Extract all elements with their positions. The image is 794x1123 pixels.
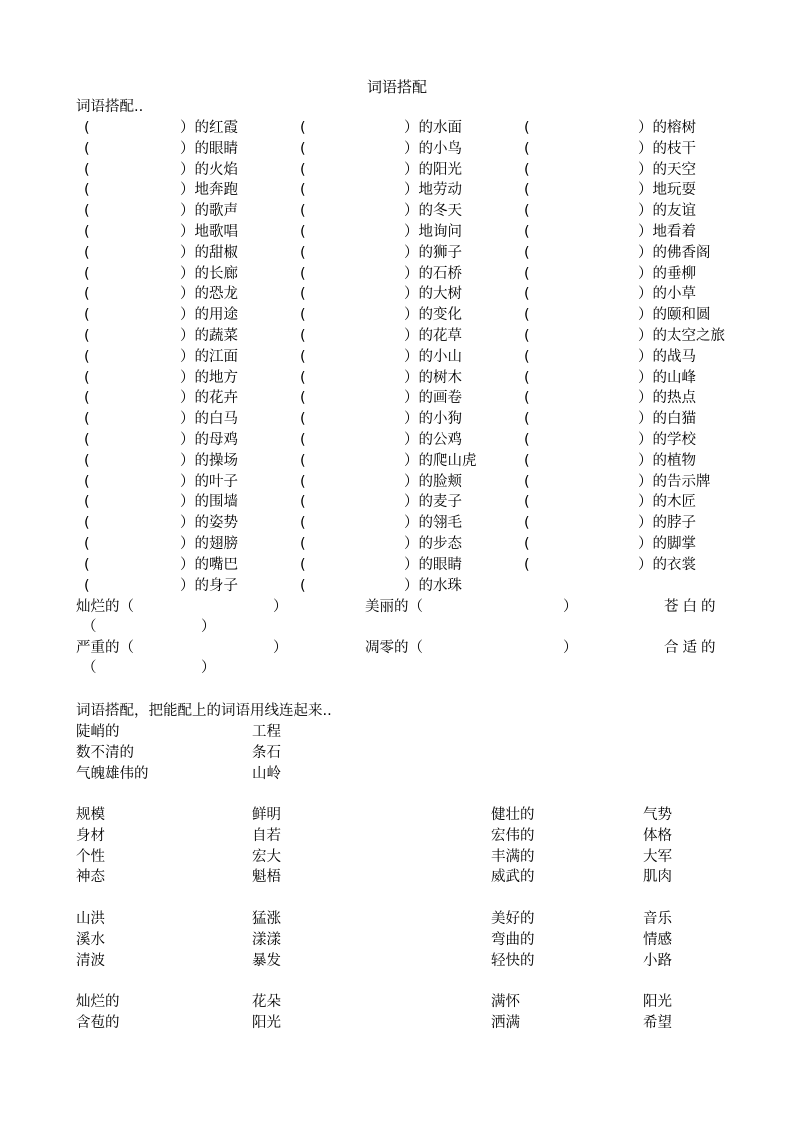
match-word: 弯曲的	[491, 931, 535, 948]
match-word: 鲜明	[252, 807, 281, 823]
grid-phrase: ）的甜椒	[180, 244, 238, 261]
match-word: 威武的	[491, 869, 535, 886]
open-paren: (	[84, 327, 90, 344]
grid-phrase: ）的山峰	[638, 369, 696, 386]
match-word: 大军	[643, 848, 672, 865]
open-paren: (	[300, 535, 306, 552]
open-paren: (	[84, 390, 90, 407]
grid-phrase: ）的身子	[180, 577, 238, 594]
adjective-prompt: 美丽的（	[365, 599, 423, 615]
match-word: 丰满的	[491, 848, 535, 865]
grid-row	[0, 160, 794, 181]
grid-phrase: ）的公鸡	[404, 431, 462, 448]
open-paren: (	[524, 515, 530, 532]
grid-row	[0, 492, 794, 513]
section1-heading: 词语搭配..	[76, 99, 144, 115]
grid-phrase: ）的脖子	[638, 515, 696, 532]
grid-row	[0, 305, 794, 326]
match-word: 体格	[643, 827, 672, 844]
grid-phrase: ）的枝干	[638, 140, 696, 157]
grid-row	[0, 555, 794, 576]
match-word: 猛涨	[252, 911, 281, 927]
open-paren: (	[84, 182, 90, 199]
grid-row	[0, 222, 794, 243]
grid-phrase: ）的冬天	[404, 203, 462, 220]
grid-phrase: ）的翎毛	[404, 515, 462, 532]
grid-phrase: ）的操场	[180, 452, 238, 469]
close-paren: ）	[201, 660, 216, 676]
match-word: 洒满	[491, 1014, 520, 1031]
open-paren: (	[84, 223, 90, 240]
open-paren: (	[300, 515, 306, 532]
open-paren: (	[524, 535, 530, 552]
grid-row	[0, 326, 794, 347]
grid-phrase: ）的衣裳	[638, 556, 696, 573]
match-word: 自若	[252, 827, 281, 844]
match-word: 陡峭的	[76, 724, 120, 740]
open-paren: (	[84, 161, 90, 178]
grid-phrase: ）的颐和圆	[638, 307, 711, 324]
grid-row	[0, 576, 794, 597]
open-paren: (	[84, 411, 90, 428]
open-paren: (	[524, 307, 530, 324]
grid-phrase: ）的友谊	[638, 203, 696, 220]
grid-phrase: ）的地方	[180, 369, 238, 386]
match-word: 健壮的	[491, 807, 535, 823]
open-paren: (	[300, 577, 306, 594]
open-paren: (	[524, 473, 530, 490]
open-paren: (	[524, 223, 530, 240]
open-paren: (	[300, 431, 306, 448]
match-word: 花朵	[252, 994, 281, 1010]
grid-phrase: ）的小山	[404, 348, 462, 365]
open-paren: (	[84, 369, 90, 386]
grid-row	[0, 513, 794, 534]
match-word: 条石	[252, 744, 281, 761]
grid-phrase: ）的画卷	[404, 390, 462, 407]
open-paren: (	[84, 120, 90, 136]
grid-phrase: ）的麦子	[404, 494, 462, 511]
grid-phrase: ）的江面	[180, 348, 238, 365]
grid-phrase: ）的热点	[638, 390, 696, 407]
match-word: 数不清的	[76, 744, 134, 761]
match-word: 含苞的	[76, 1014, 120, 1031]
adjective-prompt: 严重的（	[76, 640, 134, 656]
open-paren: (	[300, 327, 306, 344]
open-paren: (	[84, 577, 90, 594]
open-paren: (	[524, 411, 530, 428]
open-paren: (	[300, 307, 306, 324]
grid-row	[0, 243, 794, 264]
match-word: 暴发	[252, 952, 281, 969]
grid-phrase: ）的脚掌	[638, 535, 696, 552]
grid-row	[0, 534, 794, 555]
grid-phrase: ）地看着	[638, 223, 696, 240]
open-paren: (	[300, 390, 306, 407]
grid-row	[0, 388, 794, 409]
match-word: 阳光	[643, 994, 672, 1010]
open-paren: (	[524, 390, 530, 407]
match-word: 满怀	[491, 994, 520, 1010]
close-paren: ）	[273, 599, 288, 615]
open-paren: (	[524, 452, 530, 469]
open-paren: (	[300, 265, 306, 282]
grid-phrase: ）的用途	[180, 307, 238, 324]
grid-row	[0, 180, 794, 201]
grid-phrase: ）的围墙	[180, 494, 238, 511]
match-word: 身材	[76, 827, 105, 844]
open-paren: (	[524, 265, 530, 282]
open-paren: (	[300, 244, 306, 261]
open-paren: (	[300, 203, 306, 220]
grid-row	[0, 451, 794, 472]
grid-phrase: ）的花草	[404, 327, 462, 344]
grid-phrase: ）的蔬菜	[180, 327, 238, 344]
grid-phrase: ）的母鸡	[180, 431, 238, 448]
match-word: 规模	[76, 807, 105, 823]
grid-row	[0, 472, 794, 493]
grid-phrase: ）的歌声	[180, 203, 238, 220]
open-paren: (	[524, 556, 530, 573]
grid-phrase: ）地询问	[404, 223, 462, 240]
open-paren: (	[524, 369, 530, 386]
grid-phrase: ）的天空	[638, 161, 696, 178]
open-paren: (	[524, 203, 530, 220]
grid-phrase: ）的太空之旅	[638, 327, 725, 344]
open-paren: (	[524, 182, 530, 199]
match-word: 清波	[76, 952, 105, 969]
adjective-prompt: 灿烂的（	[76, 599, 134, 615]
grid-phrase: ）的步态	[404, 535, 462, 552]
match-word: 美好的	[491, 911, 535, 927]
grid-row	[0, 118, 794, 139]
grid-phrase: ）的火焰	[180, 161, 238, 178]
match-word: 气魄雄伟的	[76, 765, 149, 782]
open-paren: (	[84, 265, 90, 282]
grid-phrase: ）的植物	[638, 452, 696, 469]
open-paren: (	[300, 411, 306, 428]
grid-phrase: ）地劳动	[404, 182, 462, 199]
open-paren: (	[84, 452, 90, 469]
grid-phrase: ）的恐龙	[180, 286, 238, 303]
grid-phrase: ）的小草	[638, 286, 696, 303]
open-paren: （	[82, 660, 97, 676]
grid-phrase: ）的学校	[638, 431, 696, 448]
open-paren: (	[300, 140, 306, 157]
match-word: 肌肉	[643, 869, 672, 886]
grid-phrase: ）地玩耍	[638, 182, 696, 199]
open-paren: (	[300, 223, 306, 240]
open-paren: (	[524, 161, 530, 178]
grid-phrase: ）的战马	[638, 348, 696, 365]
grid-row	[0, 284, 794, 305]
open-paren: (	[300, 494, 306, 511]
grid-phrase: ）的小狗	[404, 411, 462, 428]
grid-phrase: ）的石桥	[404, 265, 462, 282]
open-paren: (	[524, 348, 530, 365]
open-paren: (	[300, 120, 306, 136]
close-paren: ）	[563, 640, 578, 656]
adjective-prompt: 苍白的	[664, 599, 720, 615]
grid-row	[0, 264, 794, 285]
open-paren: (	[524, 327, 530, 344]
match-word: 音乐	[643, 911, 672, 927]
adjective-prompt: 凋零的（	[365, 640, 423, 656]
open-paren: (	[524, 431, 530, 448]
grid-phrase: ）的水面	[404, 120, 462, 136]
match-word: 轻快的	[491, 952, 535, 969]
match-word: 小路	[643, 952, 672, 969]
match-word: 希望	[643, 1014, 672, 1031]
open-paren: (	[300, 182, 306, 199]
close-paren: ）	[273, 640, 288, 656]
open-paren: (	[300, 452, 306, 469]
close-paren: ）	[563, 599, 578, 615]
open-paren: (	[84, 244, 90, 261]
open-paren: (	[300, 161, 306, 178]
grid-phrase: ）地奔跑	[180, 182, 238, 199]
open-paren: (	[84, 473, 90, 490]
match-word: 情感	[643, 931, 672, 948]
grid-phrase: ）的榕树	[638, 120, 696, 136]
adjective-prompt: 合适的	[664, 640, 720, 656]
match-word: 溪水	[76, 931, 105, 948]
open-paren: (	[84, 348, 90, 365]
match-word: 阳光	[252, 1014, 281, 1031]
open-paren: (	[84, 494, 90, 511]
open-paren: (	[524, 286, 530, 303]
grid-row	[0, 139, 794, 160]
grid-row	[0, 201, 794, 222]
grid-phrase: ）的嘴巴	[180, 556, 238, 573]
grid-phrase: ）的大树	[404, 286, 462, 303]
grid-row	[0, 347, 794, 368]
match-word: 山岭	[252, 765, 281, 782]
open-paren: (	[524, 140, 530, 157]
grid-phrase: ）地歌唱	[180, 223, 238, 240]
grid-phrase: ）的姿势	[180, 515, 238, 532]
fill-in-grid	[0, 118, 794, 596]
open-paren: (	[84, 203, 90, 220]
match-word: 漾漾	[252, 931, 281, 948]
match-word: 个性	[76, 848, 105, 865]
section2-heading: 词语搭配，把能配上的词语用线连起来..	[76, 703, 332, 719]
grid-phrase: ）的白猫	[638, 411, 696, 428]
grid-phrase: ）的水珠	[404, 577, 462, 594]
open-paren: (	[84, 515, 90, 532]
grid-row	[0, 409, 794, 430]
grid-phrase: ）的长廊	[180, 265, 238, 282]
open-paren: (	[524, 244, 530, 261]
match-word: 宏伟的	[491, 827, 535, 844]
grid-phrase: ）的变化	[404, 307, 462, 324]
open-paren: (	[84, 307, 90, 324]
grid-phrase: ）的翅膀	[180, 535, 238, 552]
match-word: 灿烂的	[76, 994, 120, 1010]
grid-phrase: ）的小鸟	[404, 140, 462, 157]
open-paren: (	[84, 535, 90, 552]
grid-phrase: ）的告示牌	[638, 473, 711, 490]
open-paren: (	[84, 556, 90, 573]
open-paren: （	[82, 619, 97, 635]
open-paren: (	[300, 556, 306, 573]
match-word: 神态	[76, 869, 105, 886]
open-paren: (	[84, 431, 90, 448]
grid-phrase: ）的白马	[180, 411, 238, 428]
open-paren: (	[524, 120, 530, 136]
grid-phrase: ）的狮子	[404, 244, 462, 261]
open-paren: (	[524, 494, 530, 511]
open-paren: (	[300, 286, 306, 303]
grid-phrase: ）的树木	[404, 369, 462, 386]
grid-phrase: ）的红霞	[180, 120, 238, 136]
open-paren: (	[300, 473, 306, 490]
grid-phrase: ）的木匠	[638, 494, 696, 511]
open-paren: (	[300, 348, 306, 365]
grid-phrase: ）的爬山虎	[404, 452, 477, 469]
grid-phrase: ）的花卉	[180, 390, 238, 407]
match-word: 气势	[643, 807, 672, 823]
grid-phrase: ）的叶子	[180, 473, 238, 490]
open-paren: (	[84, 286, 90, 303]
grid-row	[0, 430, 794, 451]
open-paren: (	[84, 140, 90, 157]
grid-phrase: ）的阳光	[404, 161, 462, 178]
match-word: 宏大	[252, 848, 281, 865]
match-word: 工程	[252, 724, 281, 740]
open-paren: (	[300, 369, 306, 386]
match-word: 魁梧	[252, 869, 281, 886]
grid-phrase: ）的眼睛	[404, 556, 462, 573]
grid-phrase: ）的垂柳	[638, 265, 696, 282]
match-word: 山洪	[76, 911, 105, 927]
grid-row	[0, 368, 794, 389]
page-title: 词语搭配	[366, 78, 427, 96]
close-paren: ）	[201, 619, 216, 635]
grid-phrase: ）的脸颊	[404, 473, 462, 490]
grid-phrase: ）的眼睛	[180, 140, 238, 157]
grid-phrase: ）的佛香阁	[638, 244, 711, 261]
